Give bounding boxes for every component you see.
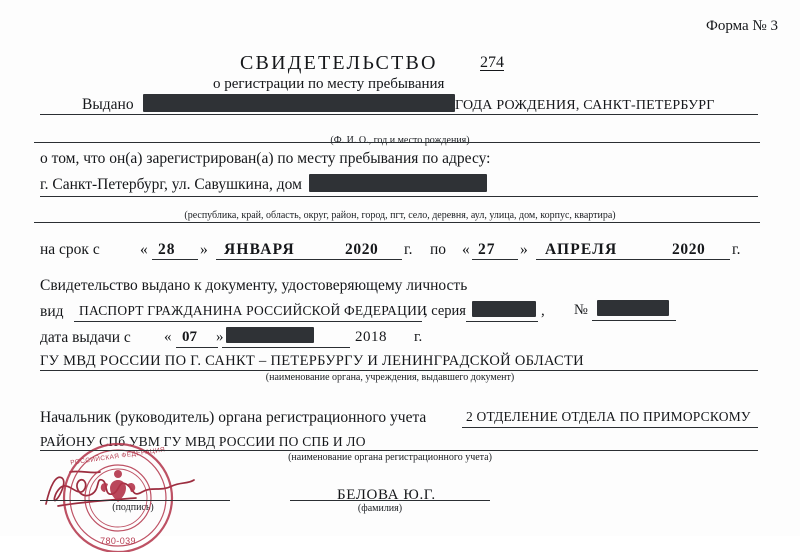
fio-rule <box>34 142 760 143</box>
term-day-from-rule <box>152 259 198 260</box>
chief-organ-line-1: 2 ОТДЕЛЕНИЕ ОТДЕЛА ПО ПРИМОРСКОМУ <box>466 409 751 424</box>
term-year-to: 2020 <box>672 241 706 258</box>
chief-value-rule <box>462 427 758 428</box>
term-po-label: по <box>430 241 447 258</box>
svg-text:РОССИЙСКАЯ ФЕДЕРАЦИЯ: РОССИЙСКАЯ ФЕДЕРАЦИЯ <box>69 446 166 467</box>
issuer-rule <box>40 370 758 371</box>
issue-month-redaction <box>226 327 314 343</box>
term-month-to-rule <box>536 259 730 260</box>
passport-number-redaction <box>597 300 669 316</box>
passport-series-redaction <box>472 301 536 317</box>
identity-doc-intro: Свидетельство выдано к документу, удостоверяющему личность <box>40 277 468 294</box>
surname-caption: (фамилия) <box>357 503 403 514</box>
doc-date-quote-close: » <box>216 329 224 345</box>
term-month-to: АПРЕЛЯ <box>545 241 618 258</box>
term-quote-open-2: « <box>462 241 470 258</box>
chief-label: Начальник (руководитель) органа регистрационного учета <box>40 409 427 426</box>
doc-issue-day: 07 <box>182 329 197 345</box>
house-number-redaction <box>309 174 487 192</box>
address-value: г. Санкт-Петербург, ул. Савушкина, дом <box>40 176 302 193</box>
address-rule <box>40 196 758 197</box>
chief-organ-line-2: РАЙОНУ СПб УВМ ГУ МВД РОССИИ ПО СПБ И ЛО <box>40 434 366 449</box>
fio-caption: (Ф. И. О., год и место рождения) <box>330 135 470 146</box>
term-g-2: г. <box>732 241 741 258</box>
address-caption-rule <box>34 222 760 223</box>
handwritten-signature <box>40 468 200 510</box>
term-quote-close-1: » <box>200 241 208 258</box>
doc-number-label: № <box>574 302 588 318</box>
term-month-from-rule <box>216 259 402 260</box>
term-g-1: г. <box>404 241 413 258</box>
signature-rule <box>40 500 230 501</box>
form-number: Форма № 3 <box>706 18 778 34</box>
doc-issue-year: 2018 <box>355 329 387 345</box>
issued-rule <box>40 114 758 115</box>
issuing-authority: ГУ МВД РОССИИ ПО Г. САНКТ – ПЕТЕРБУРГУ И ЛЕНИНГРАДСКОЙ ОБЛАСТИ <box>40 353 584 369</box>
certificate-number: 274 <box>480 54 504 71</box>
doc-date-month-rule <box>222 347 350 348</box>
issued-label: Выдано <box>82 96 134 113</box>
term-day-from: 28 <box>158 241 176 258</box>
doc-kind-rule <box>74 321 422 322</box>
doc-series-comma: , <box>541 303 545 319</box>
issued-birth-place: ГОДА РОЖДЕНИЯ, САНКТ-ПЕТЕРБУРГ <box>455 98 715 113</box>
term-prefix-label: на срок с <box>40 241 100 258</box>
doc-date-quote-open: « <box>164 329 172 345</box>
term-day-to: 27 <box>478 241 496 258</box>
doc-date-day-rule <box>176 347 218 348</box>
term-quote-open-1: « <box>140 241 148 258</box>
term-month-from: ЯНВАРЯ <box>224 241 295 258</box>
page-title: СВИДЕТЕЛЬСТВО <box>240 52 438 74</box>
organ-caption: (наименование органа регистрационного учета) <box>288 452 492 463</box>
doc-kind-value: ПАСПОРТ ГРАЖДАНИНА РОССИЙСКОЙ ФЕДЕРАЦИИ <box>79 303 427 318</box>
signer-surname: БЕЛОВА Ю.Г. <box>337 487 436 503</box>
doc-number-rule <box>592 320 676 321</box>
doc-series-rule <box>466 321 538 322</box>
chief-value-2-rule <box>40 450 758 451</box>
surname-rule <box>290 500 490 501</box>
signature-caption: (подпись) <box>112 502 154 513</box>
doc-series-label: , серия <box>424 303 466 319</box>
issued-name-redaction <box>143 94 455 112</box>
term-quote-close-2: » <box>520 241 528 258</box>
term-day-to-rule <box>472 259 518 260</box>
doc-date-g: г. <box>414 329 423 345</box>
svg-text:780-039: 780-039 <box>100 536 136 546</box>
issuing-authority-caption: (наименование органа, учреждения, выдавшего документ) <box>265 372 515 383</box>
doc-issue-date-label: дата выдачи с <box>40 329 131 346</box>
page-subtitle: о регистрации по месту пребывания <box>213 76 445 92</box>
doc-kind-label: вид <box>40 303 64 320</box>
address-caption: (республика, край, область, округ, район, город, пгт, село, деревня, аул, улица, дом, корпус, квартира) <box>184 210 616 221</box>
term-year-from: 2020 <box>345 241 379 258</box>
registration-statement: о том, что он(а) зарегистрирован(а) по месту пребывания по адресу: <box>40 150 491 167</box>
